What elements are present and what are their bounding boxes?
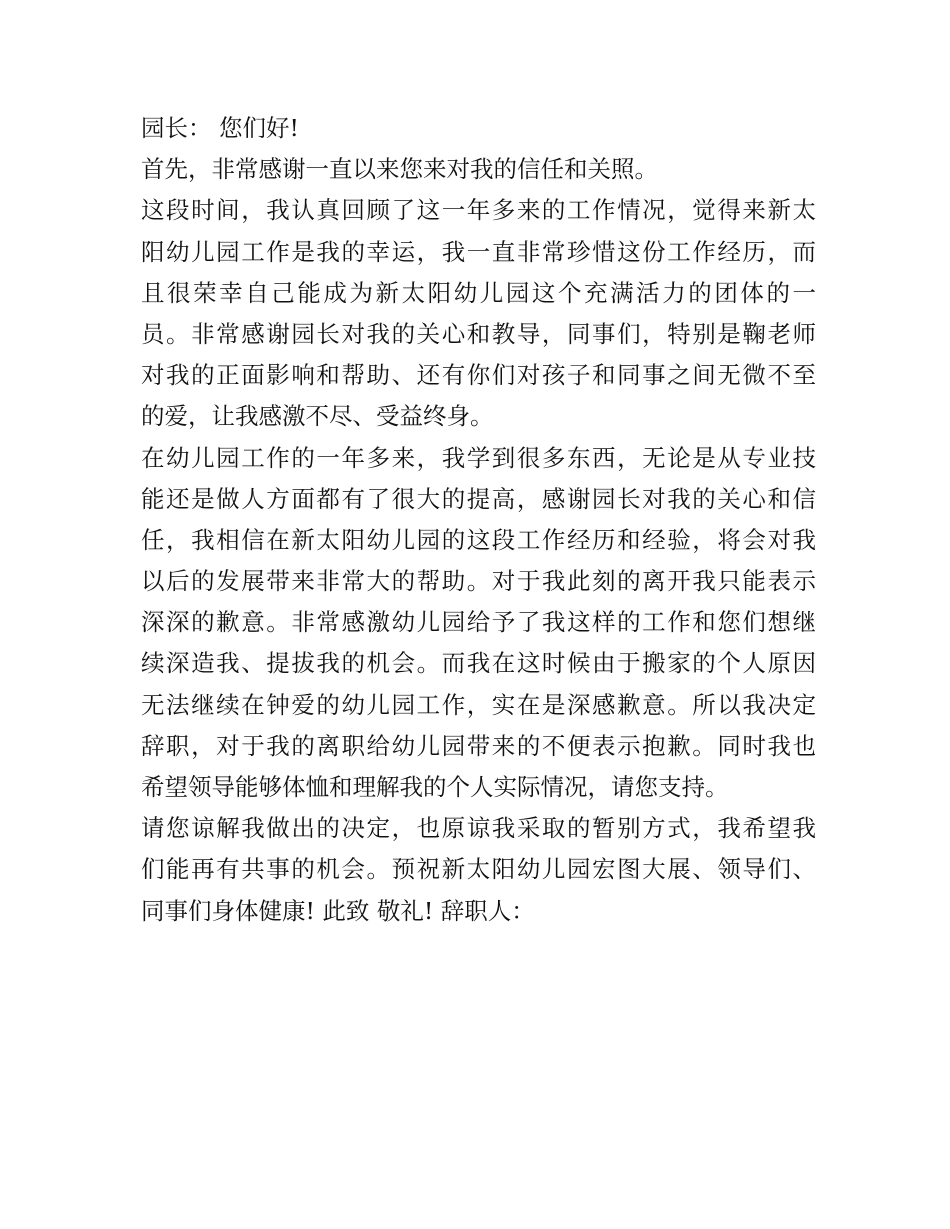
text-line: 任，我相信在新太阳幼儿园的这段工作经历和经验，将会对我 [141,525,816,554]
text-line: 续深造我、提拔我的机会。而我在这时候由于搬家的个人原因 [141,649,816,678]
text-line: 辞职，对于我的离职给幼儿园带来的不便表示抱歉。同时我也 [141,731,816,760]
resignation-letter-body [141,108,816,932]
text-line: 以后的发展带来非常大的帮助。对于我此刻的离开我只能表示 [141,567,816,596]
text-line: 在幼儿园工作的一年多来，我学到很多东西，无论是从专业技 [141,443,816,472]
text-line: 且很荣幸自己能成为新太阳幼儿园这个充满活力的团体的一 [141,278,816,307]
text-line: 们能再有共事的机会。预祝新太阳幼儿园宏图大展、领导们、 [141,855,816,884]
text-line: 首先，非常感谢一直以来您来对我的信任和关照。 [141,155,658,184]
text-line: 能还是做人方面都有了很大的提高，感谢园长对我的关心和信 [141,484,816,513]
salutation-line: 园长： 您们好! [141,114,299,142]
closing-line: 同事们身体健康! 此致 敬礼! 辞职人： [141,896,535,925]
text-line: 阳幼儿园工作是我的幸运，我一直非常珍惜这份工作经历，而 [141,237,816,266]
text-line: 希望领导能够体恤和理解我的个人实际情况，请您支持。 [141,773,729,801]
text-line: 请您谅解我做出的决定，也原谅我采取的暂别方式，我希望我 [141,814,816,843]
text-line: 深深的歉意。非常感激幼儿园给予了我这样的工作和您们想继 [141,608,816,637]
text-line: 对我的正面影响和帮助、还有你们对孩子和同事之间无微不至 [141,361,816,390]
text-line: 这段时间，我认真回顾了这一年多来的工作情况，觉得来新太 [141,196,816,225]
text-line: 无法继续在钟爱的幼儿园工作，实在是深感歉意。所以我决定 [141,690,816,719]
text-line: 员。非常感谢园长对我的关心和教导，同事们，特别是鞠老师 [141,319,816,348]
text-line: 的爱，让我感激不尽、受益终身。 [141,402,494,431]
